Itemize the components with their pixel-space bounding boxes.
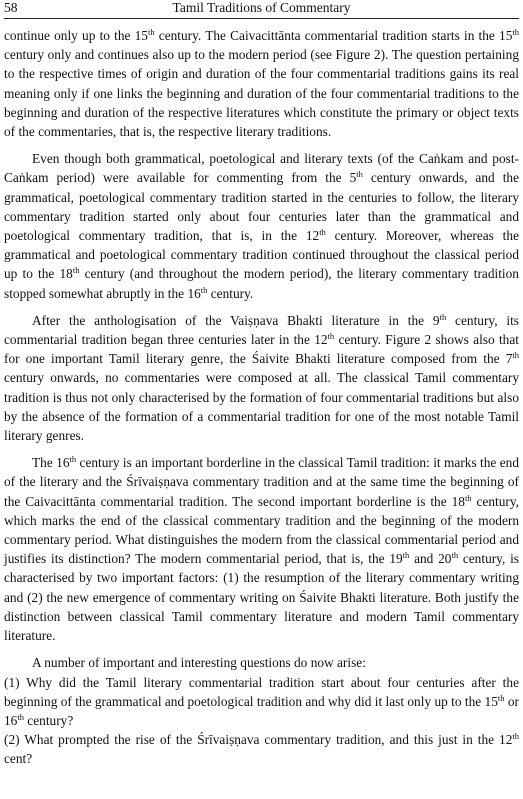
ordinal-superscript: th: [451, 550, 459, 561]
text-run: century is an important borderline in the classical Tamil tradition: it marks the end of the literary and the Śrīvaiṣṇava commentary tradition and at the same time the beginning of the Caivacittānta commentarial tradition. The second important borderline is the 18: [4, 455, 519, 509]
ordinal-superscript: th: [17, 711, 24, 722]
ordinal-superscript: th: [497, 692, 505, 703]
text-run: or 16: [4, 693, 520, 728]
running-header: [4, 0, 519, 19]
text-run: century onwards, no commentaries were composed at all. The classical Tamil commentary tradition is thus not only characterised by the formation of four commentarial traditions but also by the absence of the formation of a commentarial tradition for one of the most notable Tamil literary genres.: [4, 370, 519, 444]
ordinal-superscript: th: [200, 284, 208, 295]
ordinal-superscript: th: [439, 311, 447, 322]
paragraph: [4, 453, 519, 645]
page-number: 58: [4, 0, 18, 15]
paragraph: [4, 26, 519, 141]
text-run: (2) What prompted the rise of the Śrīvaiṣṇava commentary tradition, and this just in the 12: [4, 732, 513, 748]
ordinal-superscript: th: [356, 169, 363, 180]
ordinal-superscript: th: [512, 731, 519, 742]
paragraph: [4, 311, 519, 445]
text-run: century only and continues also up to the modern period (see Figure 2). The question pertaining to the respective times of origin and duration of the four commentarial traditions gains its real meaning only if one links the beginning and duration of the four commentarial traditions to the beginning and duration of the respective literatures which constitute the primary or object texts of the commentaries, that is, the respective literary traditions.: [4, 47, 519, 140]
ordinal-superscript: th: [512, 27, 520, 37]
ordinal-superscript: th: [327, 331, 335, 342]
ordinal-superscript: th: [512, 350, 519, 361]
text-run: century, which marks the end of the classical commentary tradition and the beginning of the modern commentary period. What distinguishes the modern from the classical commentarial period and justifies its distinction? The modern commentarial period, that is, the 19: [4, 493, 519, 567]
ordinal-superscript: th: [72, 265, 80, 276]
text-run: and 20: [409, 551, 452, 567]
paragraph: [4, 653, 519, 672]
text-run: century, its commentarial tradition began three centuries later in the 12: [4, 312, 519, 348]
text-run: cent?: [4, 751, 33, 767]
paragraph: [4, 673, 519, 731]
text-run: century. Figure 2 shows also that for one important Tamil literary genre, the Śaivite Bhakti literature composed from the 7: [4, 332, 519, 367]
text-run: century, is characterised by two important factors: (1) the resumption of the literary commentary writing and (2) the new emergence of commentary writing on Śaivite Bhakti literature. Both justify the distinction between classical Tamil commentary literature and modern Tamil commentary literature.: [4, 551, 519, 644]
text-run: continue only up to the 15: [4, 28, 148, 43]
body-text: [4, 26, 519, 769]
text-run: century onwards, and the grammatical, poetological commentary tradition started in the centuries to follow, the literary commentary tradition started only about four centuries later than the grammatical and poetological commentary tradition, that is, in the 12: [4, 170, 519, 244]
ordinal-superscript: th: [147, 27, 155, 37]
ordinal-superscript: th: [464, 492, 472, 503]
text-run: A number of important and interesting questions do now arise:: [32, 655, 366, 671]
text-run: century. The Caivacittānta commentarial tradition starts in the 15: [154, 28, 513, 43]
text-run: (1) Why did the Tamil literary commentarial tradition start about four centuries after the beginning of the grammatical and poetological tradition and why did it last only up to the 15: [4, 674, 519, 709]
text-run: century.: [207, 285, 254, 301]
running-title: Tamil Traditions of Commentary: [172, 0, 351, 15]
text-run: century?: [23, 712, 74, 728]
text-run: The 16: [32, 455, 70, 471]
text-run: After the anthologisation of the Vaiṣṇava Bhakti literature in the 9: [32, 312, 440, 328]
text-run: century. Moreover, whereas the grammatical and poetological commentary tradition continued throughout the classical period up to the 18: [4, 228, 519, 282]
ordinal-superscript: th: [319, 227, 326, 238]
text-run: century (and throughout the modern period), the literary commentary tradition stopped somewhat abruptly in the 16: [4, 266, 519, 301]
ordinal-superscript: th: [69, 454, 77, 465]
paragraph: [4, 149, 519, 303]
text-run: Even though both grammatical, poetological and literary texts (of the Caṅkam and post-Caṅkam period) were available for commenting from the 5: [4, 151, 519, 186]
ordinal-superscript: th: [402, 550, 410, 561]
paragraph: [4, 730, 519, 768]
